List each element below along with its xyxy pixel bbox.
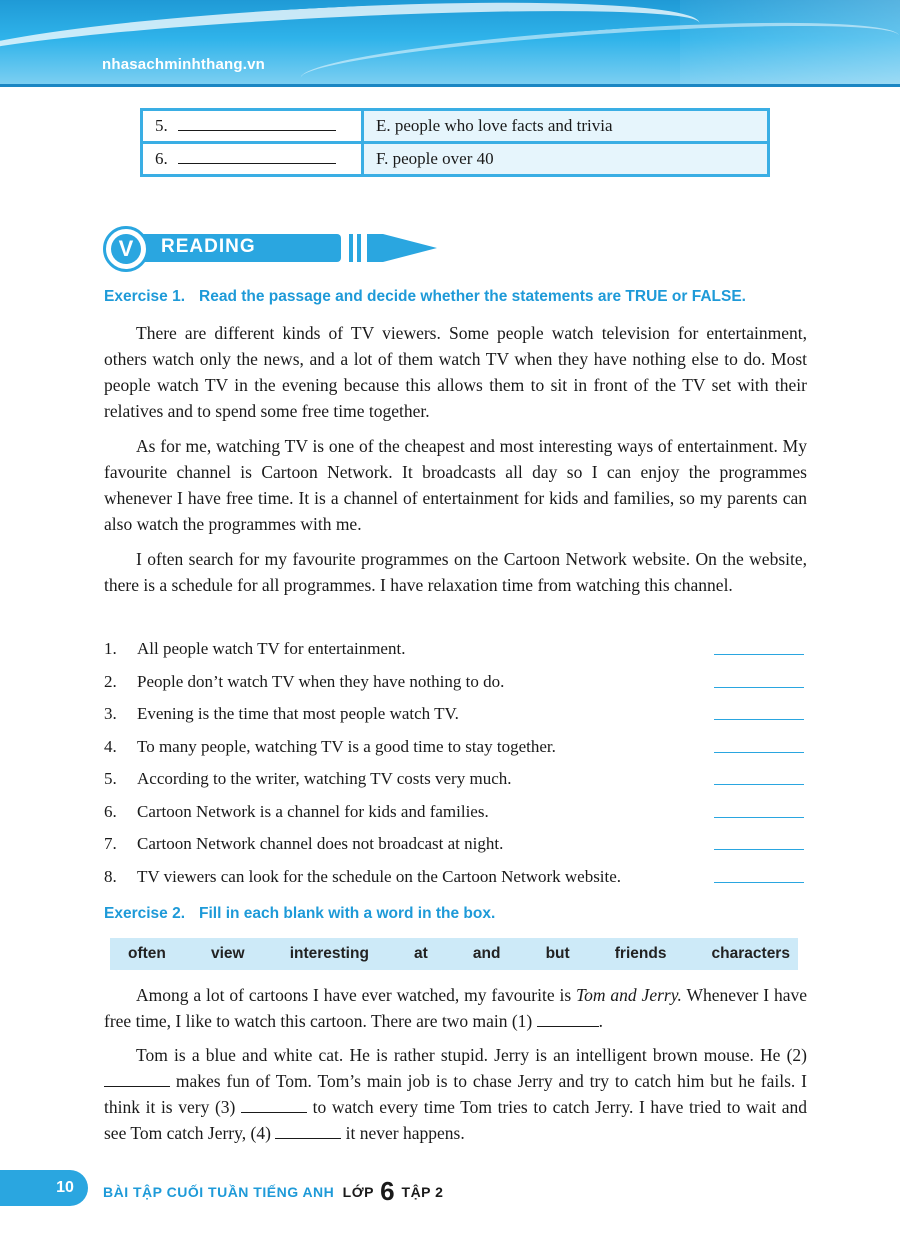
list-item: 5. According to the writer, watching TV costs very much. [104, 767, 804, 800]
cloze-paragraph-1: Among a lot of cartoons I have ever watched, my favourite is Tom and Jerry. Whenever I have free time, I like to watch this cartoon. There are two main (1) . [104, 985, 807, 1031]
word-option: and [472, 945, 501, 962]
matching-table [140, 108, 770, 177]
section-title: READING [161, 236, 256, 257]
list-item: 7. Cartoon Network channel does not broadcast at night. [104, 832, 804, 865]
table-row [142, 110, 769, 143]
table-cell-number: 5. [142, 110, 363, 143]
word-option: characters [711, 945, 790, 962]
cloze-blank-2[interactable] [104, 1086, 170, 1087]
word-option: but [545, 945, 570, 962]
list-item: 8. TV viewers can look for the schedule on the Cartoon Network website. [104, 865, 804, 898]
header-divider [0, 84, 900, 87]
true-false-blank[interactable] [714, 817, 804, 818]
page-header [0, 0, 900, 86]
cloze-blank-3[interactable] [241, 1112, 307, 1113]
list-item: 1. All people watch TV for entertainment. [104, 637, 804, 670]
true-false-blank[interactable] [714, 882, 804, 883]
true-false-blank[interactable] [714, 719, 804, 720]
section-banner [103, 226, 423, 270]
exercise-2-heading: Exercise 2. Fill in each blank with a word in the box. [104, 905, 496, 922]
passage-paragraph-2: As for me, watching TV is one of the cheapest and most interesting ways of entertainment. My favourite channel is Cartoon Network. It broadcasts all day so I can enjoy the programmes whenever I have free time. It is a channel of entertainment for kids and families, so my parents can also watch the programmes with me. [104, 436, 807, 534]
true-false-blank[interactable] [714, 849, 804, 850]
list-item: 3. Evening is the time that most people watch TV. [104, 702, 804, 735]
word-box [110, 938, 798, 970]
book-title: BÀI TẬP CUỐI TUẦN TIẾNG ANH LỚP 6 TẬP 2 [103, 1176, 444, 1206]
cloze-blank-1[interactable] [537, 1026, 599, 1027]
true-false-blank[interactable] [714, 784, 804, 785]
word-option: at [414, 945, 428, 962]
header-panel [680, 0, 900, 86]
passage-paragraph-1: There are different kinds of TV viewers. Some people watch television for entertainment, others watch only the news, and a lot of them watch TV when they have nothing else to do. Most people watch TV in the evening because this allows them to sit in front of the TV set with their relatives and to spend some free time together. [104, 323, 807, 421]
passage-paragraph-3: I often search for my favourite programmes on the Cartoon Network website. On the website, there is a schedule for all programmes. I have relaxation time from watching this channel. [104, 549, 807, 595]
section-numeral-badge: V [103, 226, 149, 272]
table-cell-answer: E. people who love facts and trivia [363, 110, 769, 143]
exercise-1-heading: Exercise 1. Read the passage and decide whether the statements are TRUE or FALSE. [104, 288, 746, 305]
word-option: often [128, 945, 166, 962]
cloze-paragraph-2: Tom is a blue and white cat. He is rather stupid. Jerry is an intelligent brown mouse. He (2) makes fun of Tom. Tom’s main job is to chase Jerry and try to catch him but he fails. I think it is very (3) to watch every time Tom tries to catch Jerry. I have tried to wait and see Tom catch Jerry, (4) it never happens. [104, 1045, 807, 1143]
word-option: interesting [289, 945, 369, 962]
true-false-blank[interactable] [714, 687, 804, 688]
statement-list [104, 637, 804, 897]
site-name[interactable]: nhasachminhthang.vn [102, 56, 265, 73]
list-item: 6. Cartoon Network is a channel for kids and families. [104, 800, 804, 833]
table-cell-answer: F. people over 40 [363, 143, 769, 176]
answer-blank[interactable] [178, 130, 336, 131]
true-false-blank[interactable] [714, 752, 804, 753]
true-false-blank[interactable] [714, 654, 804, 655]
answer-blank[interactable] [178, 163, 336, 164]
list-item: 4. To many people, watching TV is a good time to stay together. [104, 735, 804, 768]
word-option: view [210, 945, 245, 962]
page-number: 10 [56, 1179, 74, 1196]
list-item: 2. People don’t watch TV when they have nothing to do. [104, 670, 804, 703]
word-option: friends [614, 945, 667, 962]
table-row [142, 143, 769, 176]
table-cell-number: 6. [142, 143, 363, 176]
cloze-blank-4[interactable] [275, 1138, 341, 1139]
